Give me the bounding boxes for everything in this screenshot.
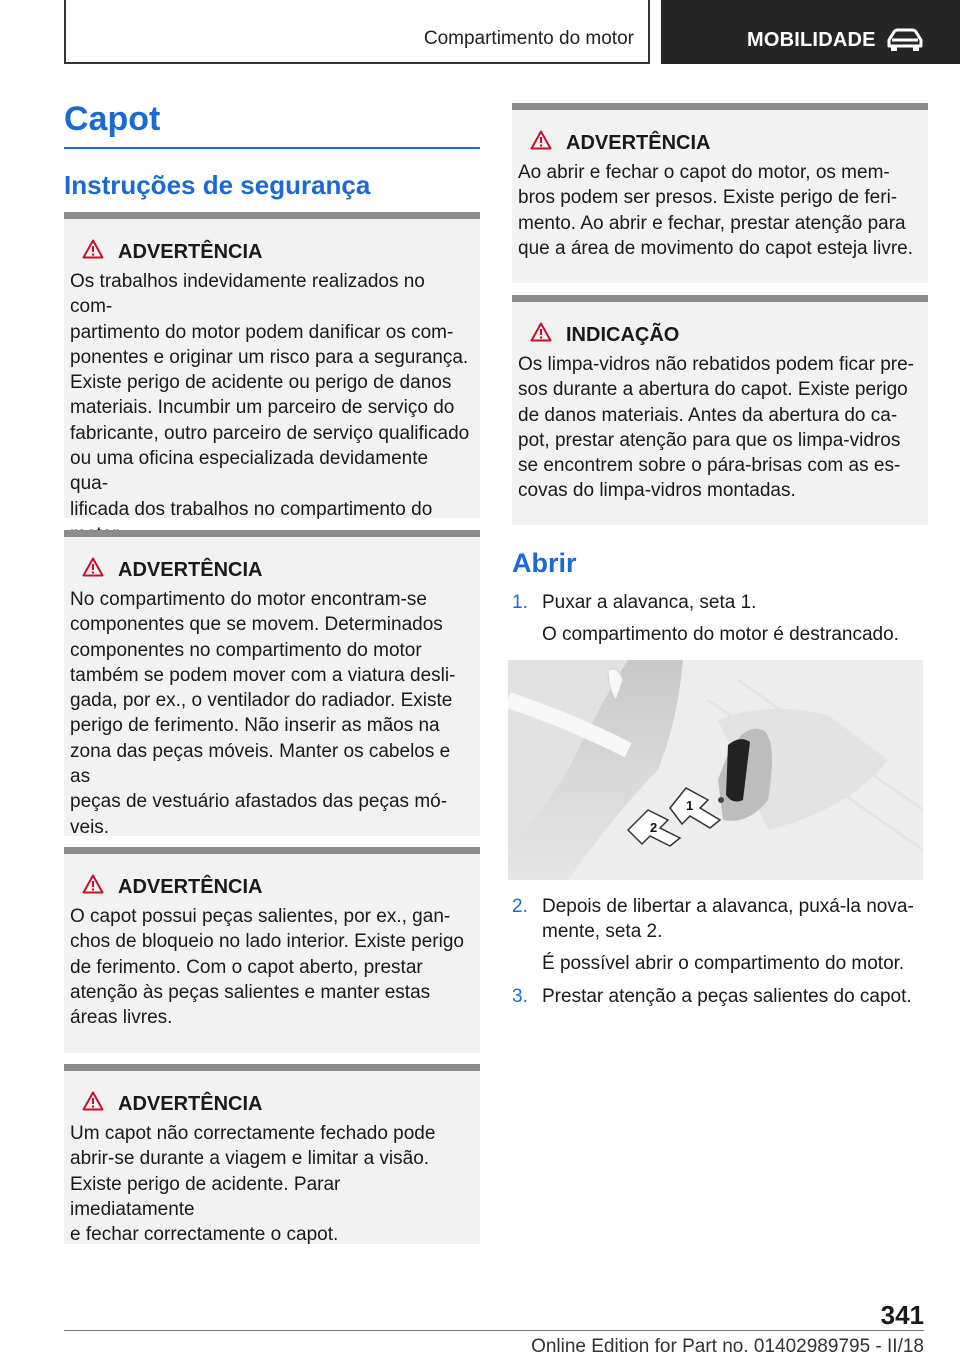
hood-release-illustration xyxy=(508,660,923,880)
page-number: 341 xyxy=(880,1300,924,1330)
header-section-title: Compartimento do motor xyxy=(423,28,634,49)
arrow-label-2: 2 xyxy=(650,820,658,835)
step-number: 2. xyxy=(512,896,528,917)
step-text: mente, seta 2. xyxy=(542,921,663,942)
footer-rule xyxy=(64,1330,924,1331)
title-rule xyxy=(64,147,480,149)
step-3 xyxy=(512,984,932,1010)
warning-box xyxy=(64,1064,480,1244)
warning-triangle-icon xyxy=(530,322,552,342)
header-category-tab xyxy=(661,0,960,64)
warning-text: No compartimento do motor encontram-se componentes que se movem. Determinados componentes no compartimento do motor também se podem mover com a viatura desli‐ gada, por ex., o ventilador do radiador. Existe perigo de ferimento. Não inserir as mãos na zona das peças móveis. Manter os cabelos e as peças de vestuário afastados das peças mó‐ veis. xyxy=(70,589,456,838)
notice-box xyxy=(512,295,928,525)
step-note: O compartimento do motor é destrancado. xyxy=(542,624,899,645)
warning-triangle-icon xyxy=(530,130,552,150)
hood-release-lever-photo xyxy=(508,660,923,880)
step-text: Depois de libertar a alavanca, puxá-la nova‐ xyxy=(542,896,914,917)
step-1 xyxy=(512,590,932,645)
step-2 xyxy=(512,894,932,972)
step-text: Puxar a alavanca, seta 1. xyxy=(542,592,757,613)
notice-text: Os limpa-vidros não rebatidos podem ficar pre‐ sos durante a abertura do capot. Existe perigo de danos materiais. Antes da abertura do ca‐ pot, prestar atenção para que os limpa-vidros se encontrem sobre o pára-brisas com as es‐ covas do limpa-vidros montadas. xyxy=(518,354,915,502)
warning-triangle-icon xyxy=(82,1091,104,1111)
warning-text: Os trabalhos indevidamente realizados no com‐ partimento do motor podem danificar os com‐ ponentes e originar um risco para a segurança. Existe perigo de acidente ou perigo de danos materiais. Incumbir um parceiro de serviço do fabricante, outro parceiro de serviço qualificado ou uma oficina especializada devidamente qua‐ lificada dos trabalhos no compartimento do xyxy=(70,271,470,520)
warning-box xyxy=(64,530,480,836)
step-text: Prestar atenção a peças salientes do capot. xyxy=(542,986,912,1007)
step-number: 1. xyxy=(512,592,528,613)
warning-label: ADVERTÊNCIA xyxy=(118,876,263,898)
warning-box xyxy=(64,212,480,518)
section-open-title: Abrir xyxy=(512,548,577,578)
warning-label: ADVERTÊNCIA xyxy=(118,559,263,581)
warning-label: ADVERTÊNCIA xyxy=(118,241,263,263)
page-title: Capot xyxy=(64,100,161,138)
header-section-tab xyxy=(64,0,650,64)
warning-text: Um capot não correctamente fechado pode abrir-se durante a viagem e limitar a visão. Existe perigo de acidente. Parar imediatamente e fechar correctamente o capot. xyxy=(70,1123,436,1246)
warning-triangle-icon xyxy=(82,874,104,894)
warning-text: O capot possui peças salientes, por ex., gan‐ chos de bloqueio no lado interior. Existe perigo de ferimento. Com o capot aberto, prestar atenção às peças salientes e manter estas áreas livres. xyxy=(70,906,464,1029)
warning-box xyxy=(64,847,480,1053)
warning-text: Ao abrir e fechar o capot do motor, os mem‐ bros podem ser presos. Existe perigo de feri‐ mento. Ao abrir e fechar, prestar atenção para que a área de movimento do capot esteja livre. xyxy=(518,162,914,259)
arrow-label-1: 1 xyxy=(686,798,694,813)
warning-triangle-icon xyxy=(82,557,104,577)
warning-box xyxy=(512,103,928,283)
warning-label: ADVERTÊNCIA xyxy=(566,132,711,154)
notice-label: INDICAÇÃO xyxy=(566,324,680,346)
warning-label: ADVERTÊNCIA xyxy=(118,1093,263,1115)
step-note: É possível abrir o compartimento do motor. xyxy=(542,953,905,974)
section-subtitle: Instruções de segurança xyxy=(64,170,371,200)
step-number: 3. xyxy=(512,986,528,1007)
car-icon xyxy=(885,26,925,54)
warning-triangle-icon xyxy=(82,239,104,259)
footer-edition: Online Edition for Part no. 01402989795 - II/18 xyxy=(531,1336,924,1357)
header-category-label: MOBILIDADE xyxy=(747,29,876,51)
